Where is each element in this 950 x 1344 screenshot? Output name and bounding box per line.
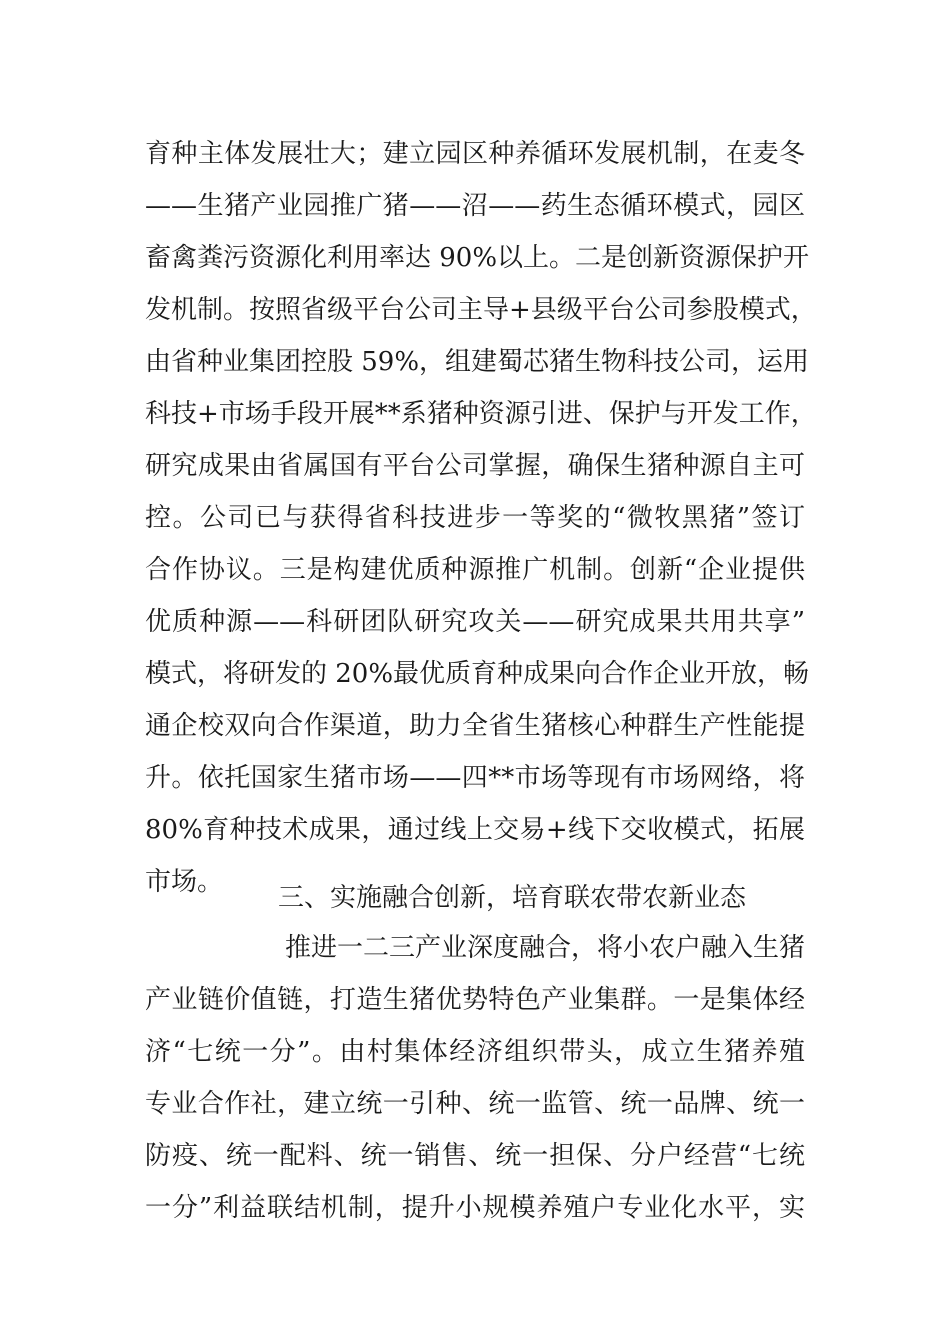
paragraph-line: 模式，将研发的 20%最优质育种成果向合作企业开放，畅 bbox=[145, 659, 810, 689]
paragraph-line: 防疫、统一配料、统一销售、统一担保、分户经营“七统 bbox=[145, 1141, 805, 1171]
paragraph-line: ——生猪产业园推广猪——沼——药生态循环模式，园区 bbox=[145, 191, 805, 221]
paragraph-line: 合作协议。三是构建优质种源推广机制。创新“企业提供 bbox=[145, 555, 805, 585]
paragraph-line: 发机制。按照省级平台公司主导+县级平台公司参股模式， bbox=[145, 295, 817, 325]
paragraph-line: 市场。 bbox=[145, 867, 224, 897]
paragraph-line: 畜禽粪污资源化利用率达 90%以上。二是创新资源保护开 bbox=[145, 243, 810, 273]
paragraph-line: 通企校双向合作渠道，助力全省生猪核心种群生产性能提 bbox=[145, 711, 805, 741]
paragraph-line: 科技+市场手段开展**系猪种资源引进、保护与开发工作， bbox=[145, 399, 817, 429]
paragraph-line: 控。公司已与获得省科技进步一等奖的“微牧黑猪”签订 bbox=[145, 503, 805, 533]
paragraph-line: 专业合作社，建立统一引种、统一监管、统一品牌、统一 bbox=[145, 1089, 805, 1119]
paragraph-line: 济“七统一分”。由村集体经济组织带头，成立生猪养殖 bbox=[145, 1037, 805, 1067]
paragraph-line: 升。依托国家生猪市场——四**市场等现有市场网络，将 bbox=[145, 763, 805, 793]
paragraph-line: 研究成果由省属国有平台公司掌握，确保生猪种源自主可 bbox=[145, 451, 805, 481]
paragraph-line: 推进一二三产业深度融合，将小农户融入生猪 bbox=[285, 933, 806, 963]
paragraph-line: 产业链价值链，打造生猪优势特色产业集群。一是集体经 bbox=[145, 985, 805, 1015]
paragraph-line: 育种主体发展壮大；建立园区种养循环发展机制，在麦冬 bbox=[145, 139, 805, 169]
paragraph-line: 一分”利益联结机制，提升小规模养殖户专业化水平，实 bbox=[145, 1193, 805, 1223]
paragraph-line: 优质种源——科研团队研究攻关——研究成果共用共享” bbox=[145, 607, 805, 637]
paragraph-line: 由省种业集团控股 59%，组建蜀芯猪生物科技公司，运用 bbox=[145, 347, 810, 377]
section-heading: 三、实施融合创新，培育联农带农新业态 bbox=[278, 883, 747, 913]
paragraph-line: 80%育种技术成果，通过线上交易+线下交收模式，拓展 bbox=[145, 815, 805, 845]
